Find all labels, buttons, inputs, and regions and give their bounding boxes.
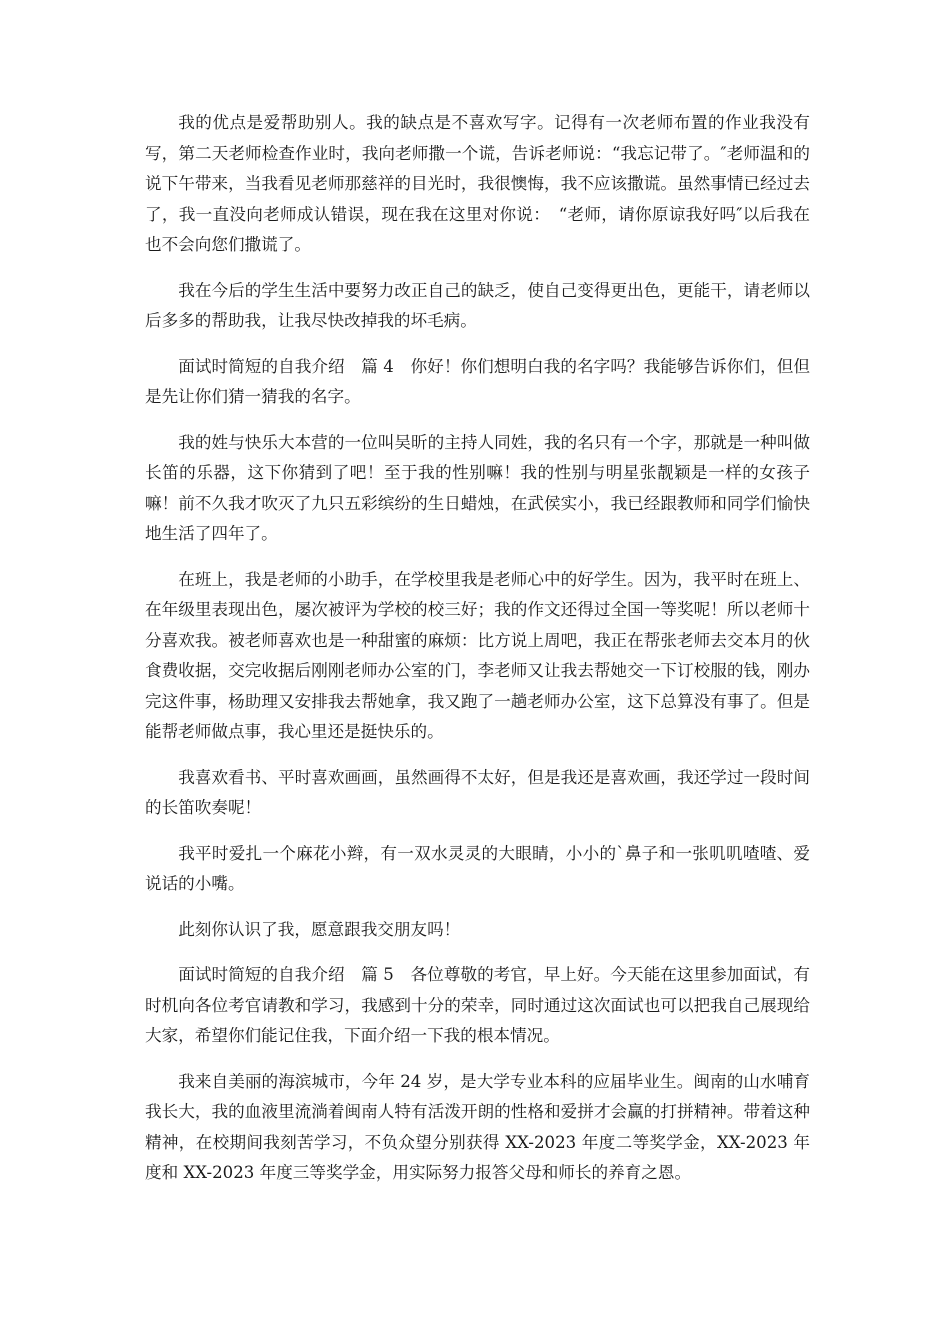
- document-body: [145, 108, 810, 1204]
- paragraph-2: 我在今后的学生生活中要努力改正自己的缺乏，使自己变得更出色，更能干，请老师以后多多的帮助我，让我尽快改掉我的坏毛病。: [145, 280, 810, 330]
- paragraph-6: 我喜欢看书、平时喜欢画画，虽然画得不太好，但是我还是喜欢画，我还学过一段时间的长笛吹奏呢！: [145, 767, 810, 817]
- paragraph-9: 面试时简短的自我介绍 篇 5 各位尊敬的考官，早上好。今天能在这里参加面试，有时机向各位考官请教和学习，我感到十分的荣幸，同时通过这次面试也可以把我自己展现给大家，希望你们能记住我，下面介绍一下我的根本情况。: [145, 965, 810, 1045]
- paragraph-7: 我平时爱扎一个麻花小辫，有一双水灵灵的大眼睛，小小的`鼻子和一张叽叽喳喳、爱说话的小嘴。: [145, 843, 810, 893]
- paragraph-5: 在班上，我是老师的小助手，在学校里我是老师心中的好学生。因为，我平时在班上、在年级里表现出色，屡次被评为学校的校三好；我的作文还得过全国一等奖呢！所以老师十分喜欢我。被老师喜欢也是一种甜蜜的麻烦：比方说上周吧，我正在帮张老师去交本月的伙食费收据，交完收据后刚刚老师办公室的门，李老师又让我去帮她交一下订校服的钱，刚办完这件事，杨助理又安排我去帮她拿，我又跑了一趟老师办公室，这下总算没有事了。但是能帮老师做点事，我心里还是挺快乐的。: [145, 569, 810, 741]
- paragraph-4: 我的姓与快乐大本营的一位叫吴昕的主持人同姓，我的名只有一个字，那就是一种叫做长笛的乐器，这下你猜到了吧！至于我的性别嘛！我的性别与明星张靓颖是一样的女孩子嘛！前不久我才吹灭了九只五彩缤纷的生日蜡烛，在武侯实小，我已经跟教师和同学们愉快地生活了四年了。: [145, 432, 810, 543]
- paragraph-10: 我来自美丽的海滨城市，今年 24 岁，是大学专业本科的应届毕业生。闽南的山水哺育我长大，我的血液里流淌着闽南人特有活泼开朗的性格和爱拼才会赢的打拼精神。带着这种精神，在校期间我刻苦学习，不负众望分别获得 XX-2023 年度二等奖学金，XX-2023 年度和 XX-2023 年度三等奖学金，用实际努力报答父母和师长的养育之恩。: [145, 1071, 810, 1182]
- paragraph-8: 此刻你认识了我，愿意跟我交朋友吗！: [178, 919, 461, 939]
- paragraph-1: 我的优点是爱帮助别人。我的缺点是不喜欢写字。记得有一次老师布置的作业我没有写，第二天老师检查作业时，我向老师撒一个谎，告诉老师说：“我忘记带了。″老师温和的说下午带来，当我看见老师那慈祥的目光时，我很懊悔，我不应该撒谎。虽然事情已经过去了，我一直没向老师成认错误，现在我在这里对你说： “老师，请你原谅我好吗″以后我在也不会向您们撒谎了。: [145, 113, 810, 254]
- paragraph-3: 面试时简短的自我介绍 篇 4 你好！你们想明白我的名字吗？我能够告诉你们，但但是先让你们猜一猜我的名字。: [145, 356, 810, 406]
